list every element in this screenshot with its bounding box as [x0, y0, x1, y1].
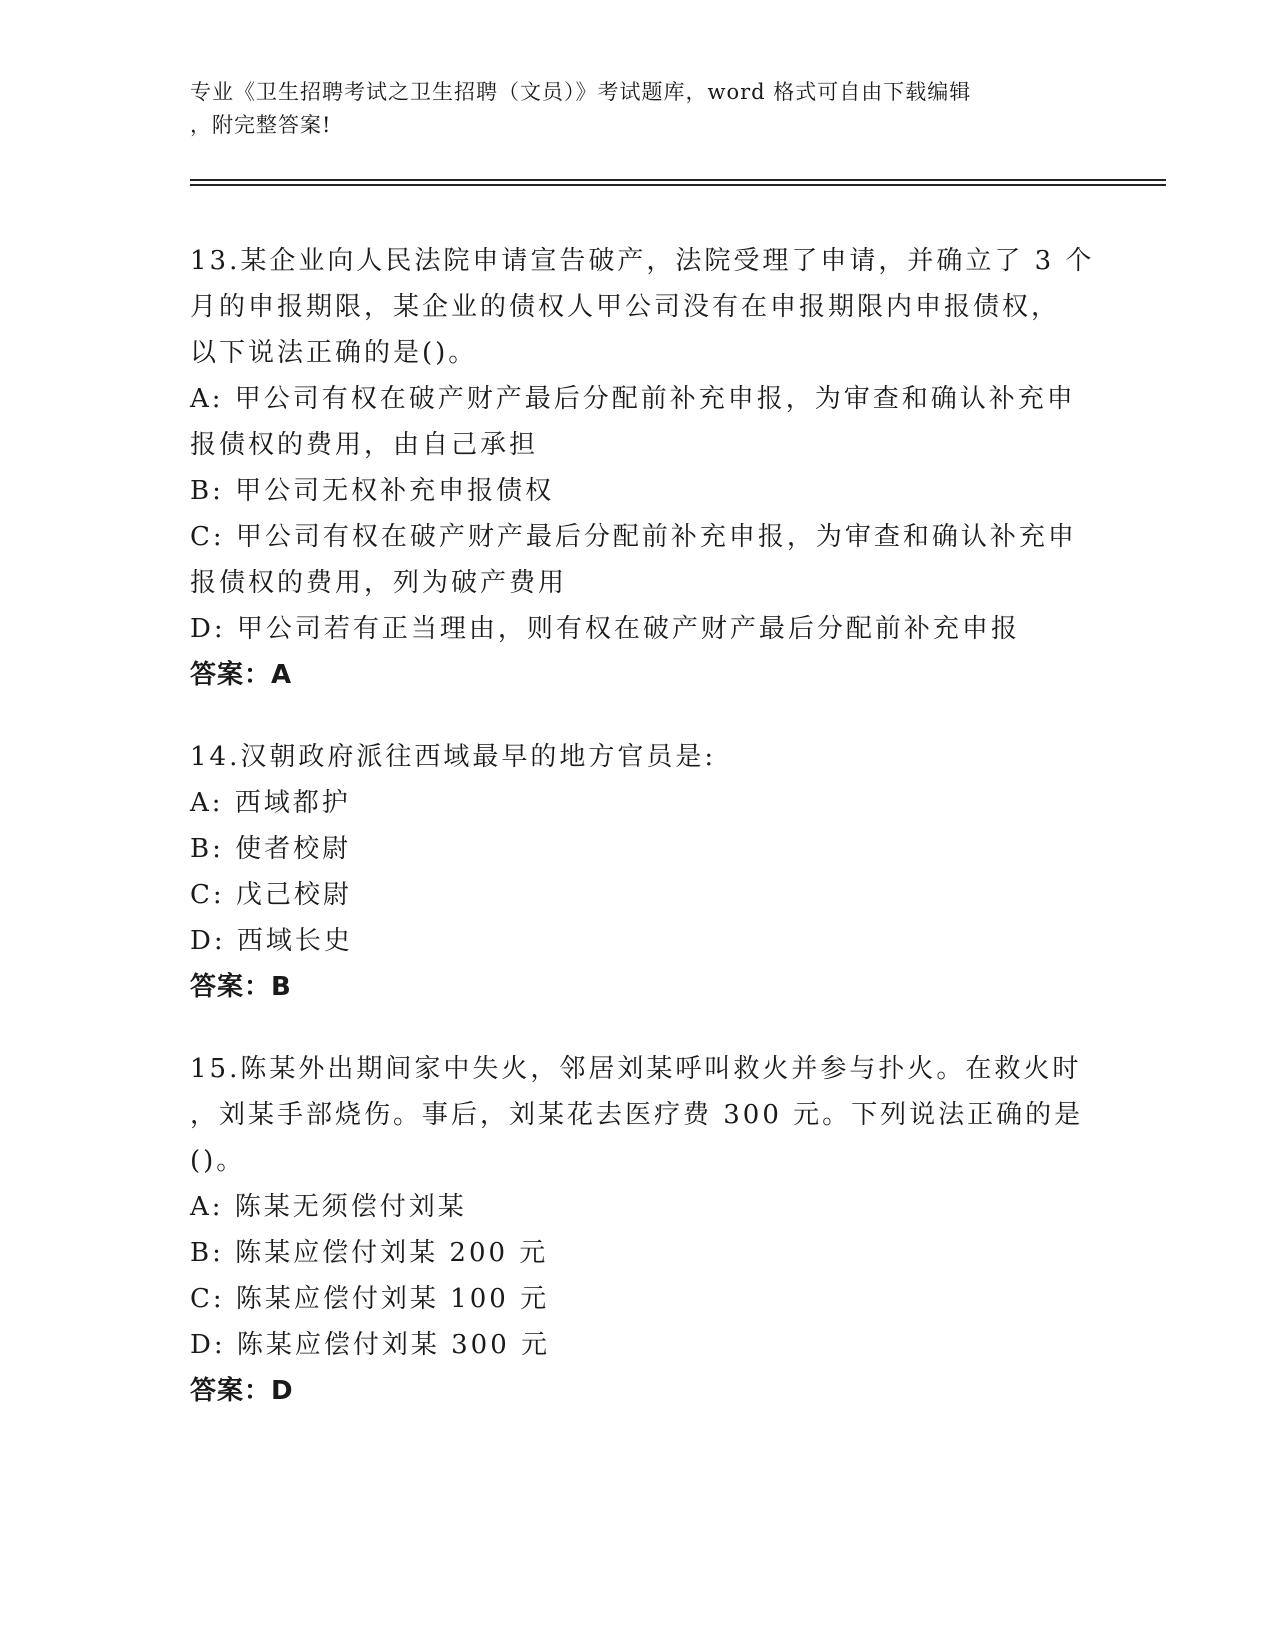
answer-line: 答案：D — [190, 1376, 294, 1406]
question-stem-line: 15.陈某外出期间家中失火，邻居刘某呼叫救火并参与扑火。在救火时 — [190, 1054, 1082, 1084]
option-c-line: 报债权的费用，列为破产费用 — [190, 568, 568, 598]
header-divider-top — [190, 179, 1166, 181]
question-15 — [190, 1046, 1090, 1414]
option-b-line: B: 使者校尉 — [190, 834, 352, 864]
option-a-line: A: 西域都护 — [190, 788, 351, 818]
question-stem-line: 以下说法正确的是()。 — [190, 338, 478, 368]
question-list — [190, 238, 1095, 1450]
option-b-line: B: 甲公司无权补充申报债权 — [190, 476, 555, 506]
option-a-line: A: 甲公司有权在破产财产最后分配前补充申报，为审查和确认补充申 — [190, 384, 1076, 414]
question-stem-line: 13.某企业向人民法院申请宣告破产，法院受理了申请，并确立了 3 个 — [190, 246, 1095, 276]
header-line-2: ，附完整答案! — [190, 113, 332, 137]
option-d-line: D: 甲公司若有正当理由，则有权在破产财产最后分配前补充申报 — [190, 614, 1020, 644]
option-c-line: C: 戊己校尉 — [190, 880, 352, 910]
question-stem-line: ()。 — [190, 1146, 246, 1176]
option-c-line: C: 甲公司有权在破产财产最后分配前补充申报，为审查和确认补充申 — [190, 522, 1077, 552]
option-d-line: D: 西域长史 — [190, 926, 353, 956]
document-header — [190, 76, 1090, 142]
question-stem-line: ，刘某手部烧伤。事后，刘某花去医疗费 300 元。下列说法正确的是 — [190, 1100, 1084, 1130]
question-stem-line: 14.汉朝政府派往西域最早的地方官员是: — [190, 742, 717, 772]
question-14 — [190, 734, 1090, 1010]
option-c-line: C: 陈某应偿付刘某 100 元 — [190, 1284, 550, 1314]
option-d-line: D: 陈某应偿付刘某 300 元 — [190, 1330, 551, 1360]
option-b-line: B: 陈某应偿付刘某 200 元 — [190, 1238, 549, 1268]
question-13 — [190, 238, 1095, 698]
answer-line: 答案：A — [190, 660, 293, 690]
option-a-line: 报债权的费用，由自己承担 — [190, 430, 539, 460]
option-a-line: A: 陈某无须偿付刘某 — [190, 1192, 467, 1222]
header-line-1: 专业《卫生招聘考试之卫生招聘（文员）》考试题库，word 格式可自由下载编辑 — [190, 80, 972, 104]
header-divider-bottom — [190, 184, 1166, 186]
answer-line: 答案：B — [190, 972, 292, 1002]
question-stem-line: 月的申报期限，某企业的债权人甲公司没有在申报期限内申报债权， — [190, 292, 1061, 322]
